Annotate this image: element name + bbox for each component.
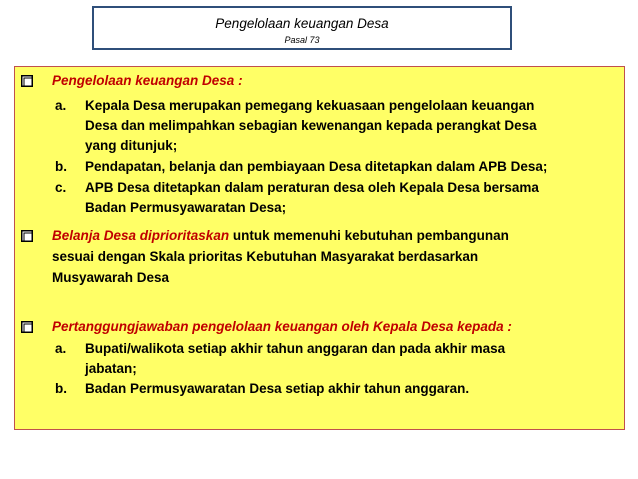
- checkbox-square-icon: [21, 230, 33, 242]
- section2-heading-rest: untuk memenuhi kebutuhan pembangunan: [229, 228, 509, 243]
- section2-heading: [52, 227, 509, 245]
- title-box: [92, 6, 512, 50]
- checkbox-square-icon: [21, 321, 33, 333]
- item-text: APB Desa ditetapkan dalam peraturan desa oleh Kepala Desa bersama: [85, 180, 539, 195]
- item-text: Desa dan melimpahkan sebagian kewenangan kepada perangkat Desa: [85, 118, 537, 133]
- item-label: a.: [55, 98, 67, 113]
- section3-heading: Pertanggungjawaban pengelolaan keuangan oleh Kepala Desa kepada :: [52, 319, 512, 334]
- section1-heading: Pengelolaan keuangan Desa :: [52, 73, 243, 88]
- item-label: c.: [55, 180, 67, 195]
- content-panel: [14, 66, 625, 430]
- item-text: Badan Permusyawaratan Desa setiap akhir tahun anggaran.: [85, 381, 470, 396]
- item-text: jabatan;: [85, 361, 137, 376]
- item-text: Kepala Desa merupakan pemegang kekuasaan pengelolaan keuangan: [85, 98, 535, 113]
- slide-subtitle: Pasal 73: [284, 35, 320, 45]
- paragraph-text: Musyawarah Desa: [52, 270, 170, 285]
- item-label: b.: [55, 159, 67, 174]
- item-label: a.: [55, 341, 67, 356]
- slide-title: Pengelolaan keuangan Desa: [215, 16, 389, 31]
- item-label: b.: [55, 381, 67, 396]
- checkbox-square-icon: [21, 75, 33, 87]
- item-text: Badan Permusyawaratan Desa;: [85, 200, 287, 215]
- item-text: yang ditunjuk;: [85, 138, 178, 153]
- item-text: Bupati/walikota setiap akhir tahun anggaran dan pada akhir masa: [85, 341, 506, 356]
- section2-heading-highlight: Belanja Desa diprioritaskan: [52, 228, 230, 243]
- paragraph-text: sesuai dengan Skala prioritas Kebutuhan Masyarakat berdasarkan: [52, 249, 479, 264]
- item-text: Pendapatan, belanja dan pembiayaan Desa ditetapkan dalam APB Desa;: [85, 159, 548, 174]
